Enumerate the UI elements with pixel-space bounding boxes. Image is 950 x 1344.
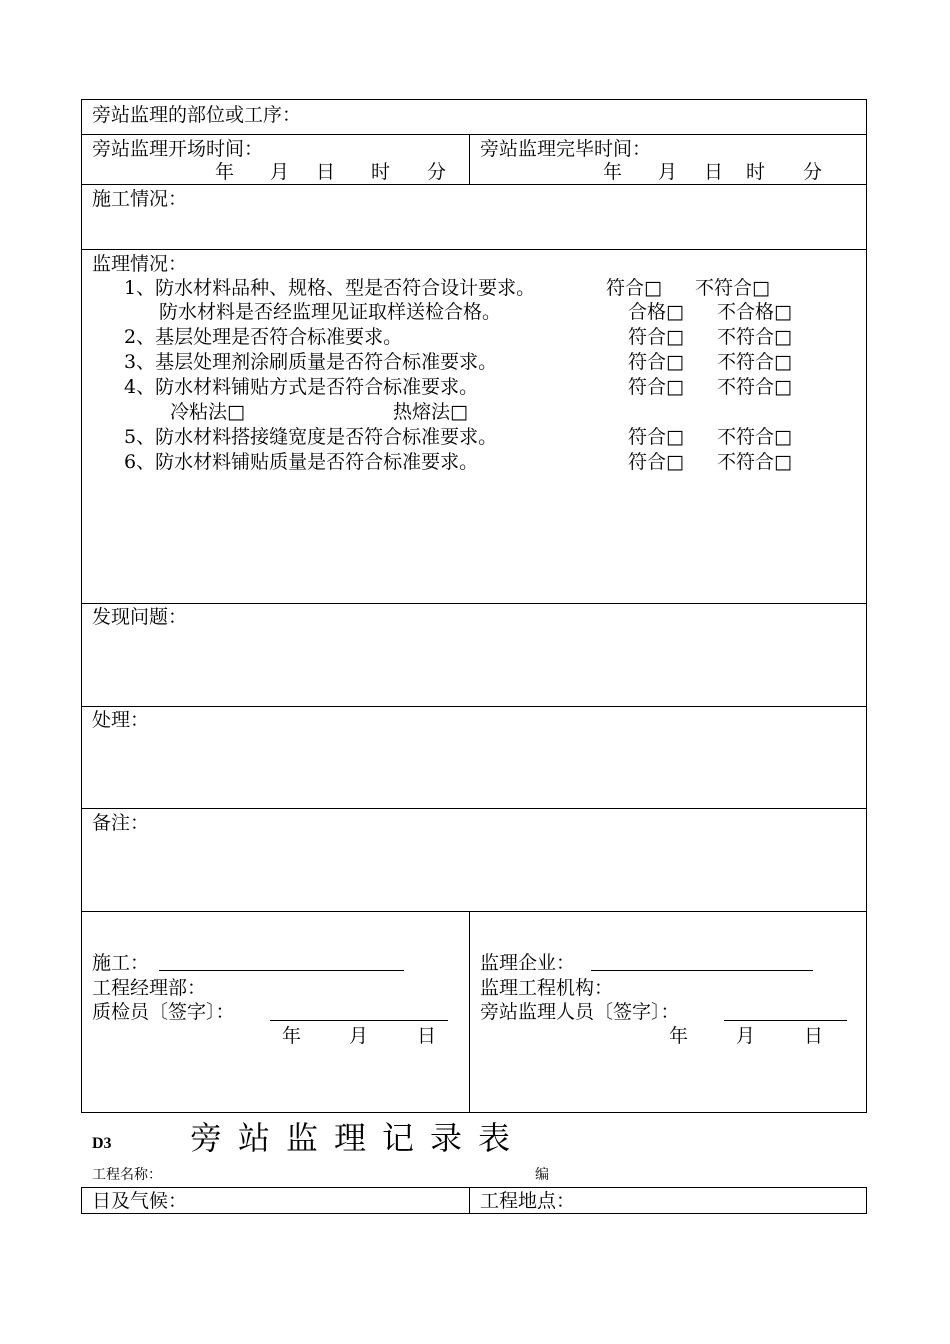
end-time-label: 旁站监理完毕时间： — [480, 138, 652, 160]
position-label: 旁站监理的部位或工序： — [92, 104, 302, 126]
check-option-fail[interactable]: 不合格□ — [717, 301, 792, 323]
org-label: 监理工程机构： — [480, 977, 614, 999]
end-hour: 时 — [746, 161, 766, 183]
check-option-comply[interactable]: 符合□ — [628, 376, 684, 398]
start-day: 日 — [316, 161, 336, 183]
col-divider — [469, 911, 470, 1113]
check-item: 4、防水材料铺贴方式是否符合标准要求。 — [124, 376, 479, 398]
supervision-form — [81, 99, 867, 1113]
left-sign-month: 月 — [349, 1025, 369, 1047]
row-divider — [81, 249, 867, 250]
project-name-label: 工程名称： — [92, 1167, 162, 1183]
row-divider — [81, 134, 867, 135]
location-label: 工程地点： — [480, 1190, 576, 1212]
start-time-label: 旁站监理开场时间： — [92, 138, 264, 160]
supervisor-sign-line[interactable] — [724, 1020, 847, 1021]
check-option-comply[interactable]: 符合□ — [628, 426, 684, 448]
check-option-noncomply[interactable]: 不符合□ — [717, 326, 792, 348]
problems-label: 发现问题： — [92, 606, 188, 628]
method-hot-option[interactable]: 热熔法□ — [393, 401, 468, 423]
check-item: 3、基层处理剂涂刷质量是否符合标准要求。 — [124, 351, 498, 373]
remarks-label: 备注： — [92, 812, 150, 834]
inspector-sign-line[interactable] — [270, 1020, 448, 1021]
col-divider — [469, 134, 470, 185]
right-sign-month: 月 — [736, 1025, 756, 1047]
check-option-noncomply[interactable]: 不符合□ — [717, 426, 792, 448]
end-year: 年 — [603, 161, 623, 183]
check-option-pass[interactable]: 合格□ — [628, 301, 684, 323]
page-title: 旁站监理记录表 — [190, 1119, 527, 1157]
start-hour: 时 — [371, 161, 391, 183]
check-item: 防水材料是否经监理见证取样送检合格。 — [159, 301, 502, 323]
supervisor-sign-label: 旁站监理人员〔签字〕： — [480, 1001, 680, 1023]
end-day: 日 — [704, 161, 724, 183]
left-sign-year: 年 — [282, 1025, 302, 1047]
manager-dept-label: 工程经理部： — [92, 977, 207, 999]
construction-sign-line[interactable] — [159, 970, 404, 971]
row-divider — [81, 603, 867, 604]
check-item: 1、防水材料品种、规格、型是否符合设计要求。 — [124, 277, 536, 299]
date-weather-label: 日及气候： — [92, 1190, 188, 1212]
check-option-comply[interactable]: 符合□ — [628, 326, 684, 348]
check-option-noncomply[interactable]: 不符合□ — [717, 376, 792, 398]
start-minute: 分 — [427, 161, 447, 183]
supervision-status-label: 监理情况： — [92, 253, 188, 275]
row-divider — [81, 184, 867, 185]
info-row — [81, 1187, 867, 1214]
form-code: D3 — [92, 1135, 112, 1152]
start-month: 月 — [270, 161, 290, 183]
check-option-noncomply[interactable]: 不符合□ — [717, 351, 792, 373]
check-option-comply[interactable]: 符合□ — [628, 451, 684, 473]
left-sign-day: 日 — [417, 1025, 437, 1047]
row-divider — [81, 706, 867, 707]
check-item: 6、防水材料铺贴质量是否符合标准要求。 — [124, 451, 479, 473]
right-sign-day: 日 — [804, 1025, 824, 1047]
row-divider — [81, 808, 867, 809]
start-year: 年 — [215, 161, 235, 183]
end-minute: 分 — [803, 161, 823, 183]
check-option-comply[interactable]: 符合□ — [628, 351, 684, 373]
end-month: 月 — [658, 161, 678, 183]
right-sign-year: 年 — [669, 1025, 689, 1047]
col-divider — [469, 1187, 470, 1214]
inspector-sign-label: 质检员〔签字〕： — [92, 1001, 235, 1023]
company-sign-line[interactable] — [591, 970, 813, 971]
handling-label: 处理： — [92, 709, 150, 731]
construction-status-label: 施工情况： — [92, 188, 188, 210]
check-option-noncomply[interactable]: 不符合□ — [695, 277, 770, 299]
check-item: 2、基层处理是否符合标准要求。 — [124, 326, 403, 348]
row-divider — [81, 911, 867, 912]
check-option-comply[interactable]: 符合□ — [606, 277, 662, 299]
check-item: 5、防水材料搭接缝宽度是否符合标准要求。 — [124, 426, 498, 448]
method-cold-option[interactable]: 冷粘法□ — [170, 401, 245, 423]
check-option-noncomply[interactable]: 不符合□ — [717, 451, 792, 473]
construction-sign-label: 施工： — [92, 952, 150, 974]
number-label: 编 — [535, 1167, 549, 1183]
company-sign-label: 监理企业： — [480, 952, 576, 974]
